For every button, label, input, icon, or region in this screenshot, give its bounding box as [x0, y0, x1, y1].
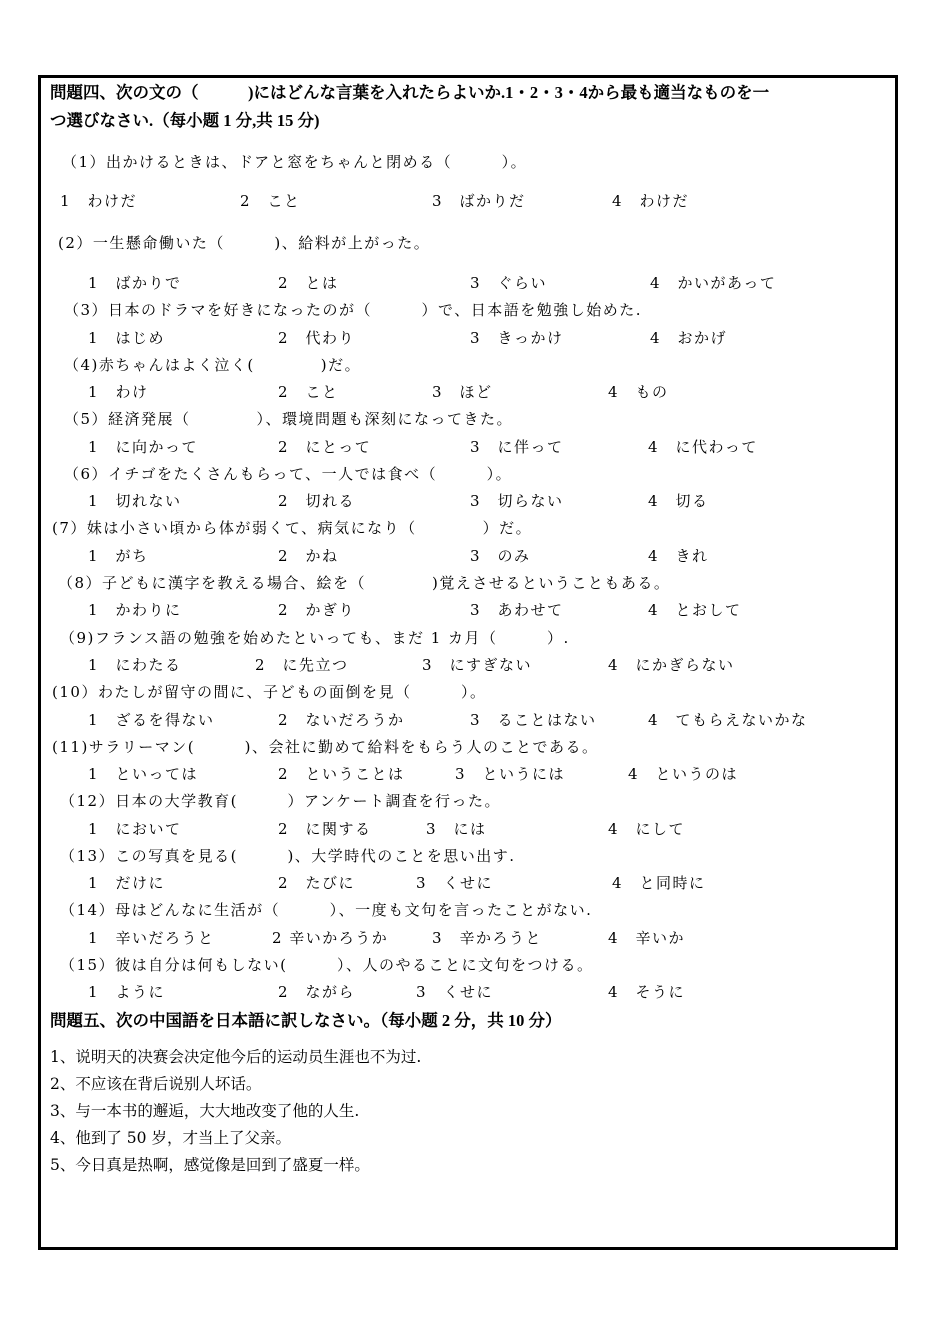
q12-option-2: 2 に関する — [278, 820, 372, 838]
question-11: (11)サラリーマン( )、会社に勤めて給料をもらう人のことである。 — [52, 738, 599, 756]
q3-option-2: 2 代わり — [278, 329, 356, 347]
q7-option-2: 2 かね — [278, 547, 339, 565]
question-9: （9)フランス語の勉強を始めたといっても、まだ 1 カ月（ ）. — [60, 629, 570, 647]
q15-option-3: 3 くせに — [416, 983, 494, 1001]
q3-option-4: 4 おかげ — [650, 329, 728, 347]
section5-heading: 問題五、次の中国語を日本語に訳しなさい。（每小题 2 分，共 10 分） — [50, 1011, 562, 1030]
translation-item-4: 4、他到了 50 岁，才当上了父亲。 — [50, 1129, 291, 1147]
q11-option-4: 4 というのは — [628, 765, 739, 783]
translation-item-3: 3、与一本书的邂逅，大大地改变了他的人生. — [50, 1102, 360, 1120]
q10-option-1: 1 ざるを得ない — [88, 711, 215, 729]
q11-option-1: 1 といっては — [88, 765, 199, 783]
q12-option-3: 3 には — [426, 820, 487, 838]
question-15: （15）彼は自分は何もしない( ）、人のやることに文句をつける。 — [60, 956, 594, 974]
q1-option-4: 4 わけだ — [612, 192, 690, 210]
translation-item-1: 1、说明天的决赛会决定他今后的运动员生涯也不为过. — [50, 1048, 422, 1066]
q6-option-4: 4 切る — [648, 492, 709, 510]
q10-option-2: 2 ないだろうか — [278, 711, 405, 729]
q11-option-3: 3 というには — [455, 765, 566, 783]
q8-option-1: 1 かわりに — [88, 601, 182, 619]
question-4: （4)赤ちゃんはよく泣く( )だ。 — [64, 356, 362, 374]
q5-option-4: 4 に代わって — [648, 438, 758, 456]
q13-option-3: 3 くせに — [416, 874, 494, 892]
question-8: （8）子どもに漢字を教える場合、絵を（ )覚えさせるということもある。 — [58, 574, 671, 592]
q1-option-3: 3 ばかりだ — [432, 192, 526, 210]
question-2: (2）一生懸命働いた（ )、給料が上がった。 — [58, 234, 431, 252]
q2-option-2: 2 とは — [278, 274, 339, 292]
q10-option-3: 3 ることはない — [470, 711, 597, 729]
translation-item-5: 5、今日真是热啊，感觉像是回到了盛夏一样。 — [50, 1156, 370, 1174]
q3-option-1: 1 はじめ — [88, 329, 166, 347]
q6-option-1: 1 切れない — [88, 492, 182, 510]
q4-option-3: 3 ほど — [432, 383, 493, 401]
q3-option-3: 3 きっかけ — [470, 329, 564, 347]
q15-option-2: 2 ながら — [278, 983, 356, 1001]
q7-option-4: 4 きれ — [648, 547, 709, 565]
question-10: (10）わたしが留守の間に、子どもの面倒を見（ ）。 — [52, 683, 487, 701]
question-13: （13）この写真を見る( )、大学時代のことを思い出す. — [60, 847, 516, 865]
q13-option-4: 4 と同時に — [612, 874, 706, 892]
q1-option-1: 1 わけだ — [60, 192, 138, 210]
q2-option-1: 1 ばかりで — [88, 274, 182, 292]
q5-option-2: 2 にとって — [278, 438, 372, 456]
q9-option-2: 2 に先立つ — [255, 656, 349, 674]
q8-option-3: 3 あわせて — [470, 601, 564, 619]
q2-option-3: 3 ぐらい — [470, 274, 548, 292]
question-14: （14）母はどんなに生活が（ ）、一度も文句を言ったことがない. — [60, 901, 593, 919]
q9-option-1: 1 にわたる — [88, 656, 182, 674]
q9-option-3: 3 にすぎない — [422, 656, 533, 674]
q13-option-1: 1 だけに — [88, 874, 166, 892]
q4-option-2: 2 こと — [278, 383, 339, 401]
q5-option-3: 3 に伴って — [470, 438, 564, 456]
translation-item-2: 2、不应该在背后说别人坏话。 — [50, 1075, 262, 1093]
q8-option-2: 2 かぎり — [278, 601, 356, 619]
q6-option-2: 2 切れる — [278, 492, 356, 510]
q14-option-2: 2 辛いかろうか — [272, 929, 389, 947]
q12-option-4: 4 にして — [608, 820, 686, 838]
q6-option-3: 3 切らない — [470, 492, 564, 510]
q7-option-3: 3 のみ — [470, 547, 531, 565]
q15-option-1: 1 ように — [88, 983, 166, 1001]
q5-option-1: 1 に向かって — [88, 438, 199, 456]
q11-option-2: 2 ということは — [278, 765, 405, 783]
question-7: (7）妹は小さい頃から体が弱くて、病気になり（ ）だ。 — [52, 519, 533, 537]
question-1: （1）出かけるときは、ドアと窓をちゃんと閉める（ ）。 — [62, 153, 528, 171]
section4-heading-line2: つ選びなさい.（每小题 1 分,共 15 分) — [50, 111, 320, 130]
question-6: （6）イチゴをたくさんもらって、一人では食べ（ ）。 — [64, 465, 513, 483]
q14-option-1: 1 辛いだろうと — [88, 929, 215, 947]
q8-option-4: 4 とおして — [648, 601, 742, 619]
q4-option-1: 1 わけ — [88, 383, 149, 401]
q10-option-4: 4 てもらえないかな — [648, 711, 808, 729]
q2-option-4: 4 かいがあって — [650, 274, 777, 292]
q13-option-2: 2 たびに — [278, 874, 356, 892]
q9-option-4: 4 にかぎらない — [608, 656, 735, 674]
q14-option-4: 4 辛いか — [608, 929, 686, 947]
question-3: （3）日本のドラマを好きになったのが（ ）で、日本語を勉強し始めた. — [64, 301, 643, 319]
q4-option-4: 4 もの — [608, 383, 669, 401]
q7-option-1: 1 がち — [88, 547, 149, 565]
q15-option-4: 4 そうに — [608, 983, 686, 1001]
question-12: （12）日本の大学教育( ）アンケート調査を行った。 — [60, 792, 502, 810]
q1-option-2: 2 こと — [240, 192, 301, 210]
question-5: （5）経済発展（ ）、環境問題も深刻になってきた。 — [64, 410, 514, 428]
q12-option-1: 1 において — [88, 820, 182, 838]
section4-heading-line1: 問題四、次の文の（ )にはどんな言葉を入れたらよいか.1・2・3・4から最も適当なものを一 — [50, 83, 770, 102]
q14-option-3: 3 辛かろうと — [432, 929, 543, 947]
